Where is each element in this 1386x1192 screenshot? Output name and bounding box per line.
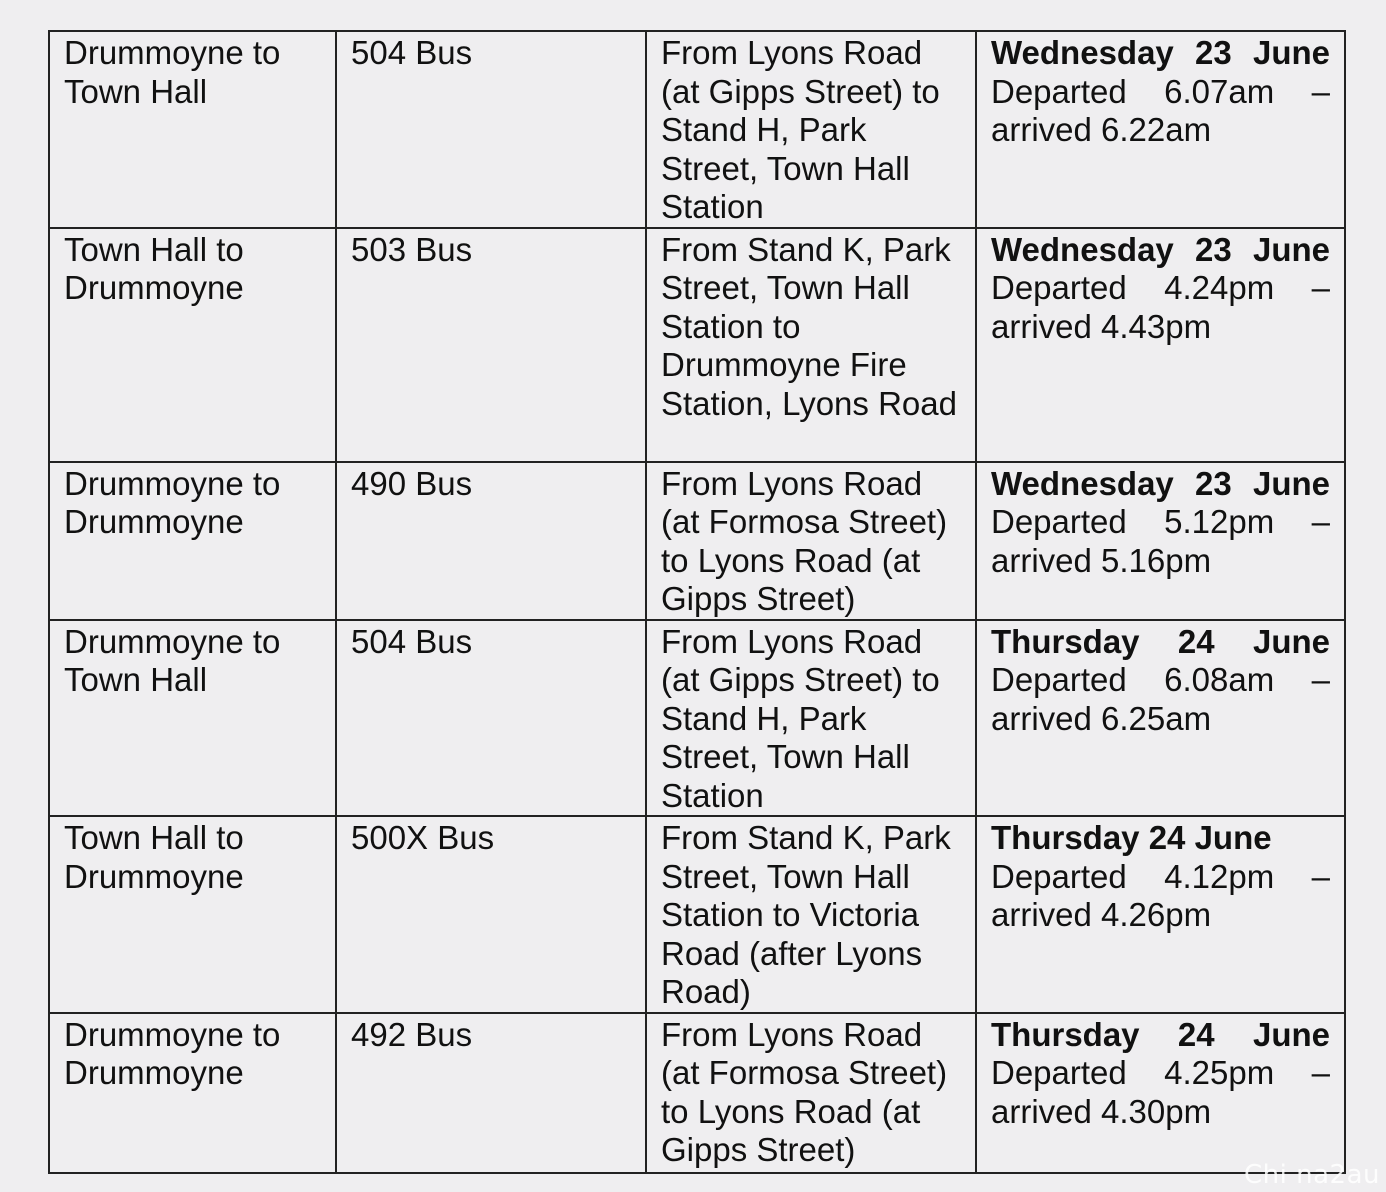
watermark: Chi na2au bbox=[1244, 1160, 1380, 1190]
table-row bbox=[49, 462, 1345, 620]
stops-cell: From Stand K, Park Street, Town Hall Station to Victoria Road (after Lyons Road) bbox=[646, 816, 976, 1013]
departed-time: Departed 4.25pm – bbox=[991, 1054, 1330, 1091]
stops-cell: From Lyons Road (at Gipps Street) to Stand H, Park Street, Town Hall Station bbox=[646, 31, 976, 228]
table-row bbox=[49, 620, 1345, 817]
trip-date: Thursday 24 June bbox=[991, 819, 1272, 856]
time-cell bbox=[976, 620, 1345, 817]
service-cell: 500X Bus bbox=[336, 816, 646, 1013]
trip-table bbox=[48, 30, 1346, 1174]
arrived-time: arrived 4.43pm bbox=[991, 307, 1212, 345]
route-cell: Drummoyne to Town Hall bbox=[49, 31, 336, 228]
route-cell: Drummoyne to Drummoyne bbox=[49, 462, 336, 620]
service-cell: 504 Bus bbox=[336, 620, 646, 817]
time-cell bbox=[976, 31, 1345, 228]
service-cell: 490 Bus bbox=[336, 462, 646, 620]
departed-time: Departed 6.07am – bbox=[991, 72, 1330, 110]
route-cell: Drummoyne to Drummoyne bbox=[49, 1013, 336, 1173]
time-cell bbox=[976, 816, 1345, 1013]
time-cell bbox=[976, 228, 1345, 462]
route-cell: Drummoyne to Town Hall bbox=[49, 620, 336, 817]
trip-table-container bbox=[48, 30, 1344, 1174]
trip-date: Thursday 24 June bbox=[991, 622, 1330, 660]
departed-time: Departed 4.24pm – bbox=[991, 269, 1330, 306]
arrived-time: arrived 6.25am bbox=[991, 699, 1212, 737]
stops-cell: From Lyons Road (at Formosa Street) to Lyons Road (at Gipps Street) bbox=[646, 1013, 976, 1173]
trip-date: Thursday 24 June bbox=[991, 1015, 1330, 1053]
departed-time: Departed 6.08am – bbox=[991, 661, 1330, 698]
time-cell bbox=[976, 1013, 1345, 1173]
arrived-time: arrived 6.22am bbox=[991, 111, 1212, 148]
time-cell bbox=[976, 462, 1345, 620]
stops-cell: From Lyons Road (at Gipps Street) to Stand H, Park Street, Town Hall Station bbox=[646, 620, 976, 817]
service-cell: 503 Bus bbox=[336, 228, 646, 462]
table-row bbox=[49, 816, 1345, 1013]
route-cell: Town Hall to Drummoyne bbox=[49, 816, 336, 1013]
arrived-time: arrived 4.26pm bbox=[991, 896, 1212, 933]
trip-date: Wednesday 23 June bbox=[991, 230, 1330, 268]
table-row bbox=[49, 31, 1345, 228]
departed-time: Departed 5.12pm – bbox=[991, 503, 1330, 540]
service-cell: 504 Bus bbox=[336, 31, 646, 228]
arrived-time: arrived 5.16pm bbox=[991, 541, 1212, 579]
route-cell: Town Hall to Drummoyne bbox=[49, 228, 336, 462]
stops-cell: From Lyons Road (at Formosa Street) to Lyons Road (at Gipps Street) bbox=[646, 462, 976, 620]
table-row bbox=[49, 228, 1345, 462]
service-cell: 492 Bus bbox=[336, 1013, 646, 1173]
trip-date: Wednesday 23 June bbox=[991, 464, 1330, 502]
arrived-time: arrived 4.30pm bbox=[991, 1092, 1212, 1130]
stops-cell: From Stand K, Park Street, Town Hall Station to Drummoyne Fire Station, Lyons Road bbox=[646, 228, 976, 462]
trip-date: Wednesday 23 June bbox=[991, 34, 1330, 71]
table-row bbox=[49, 1013, 1345, 1173]
departed-time: Departed 4.12pm – bbox=[991, 857, 1330, 895]
